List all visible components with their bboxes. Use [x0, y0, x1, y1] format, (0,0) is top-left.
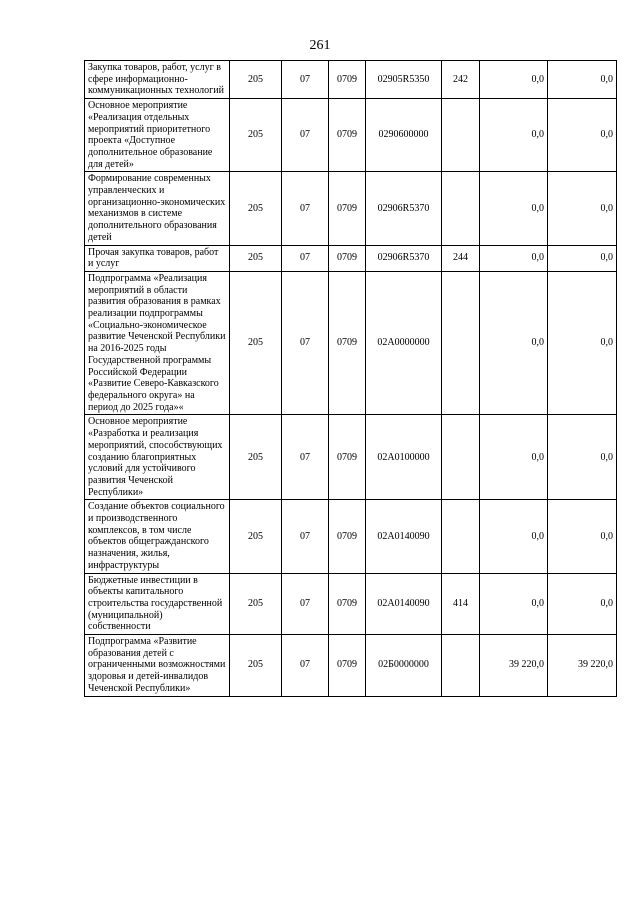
row-rz-cell: 07: [282, 271, 329, 414]
row-name-cell: Закупка товаров, работ, услуг в сфере информационно-коммуникационных технологий: [85, 61, 230, 99]
row-vr-cell: 242: [442, 61, 480, 99]
page-number: 261: [309, 38, 331, 53]
row-gr-cell: 205: [230, 573, 282, 635]
row-pr-cell: 0709: [329, 500, 366, 573]
row-name-cell: Подпрограмма «Развитие образования детей с ограниченными возможностями здоровья и детей-инвалидов Чеченской Республики»: [85, 635, 230, 697]
row-name-cell: Основное мероприятие «Разработка и реализация мероприятий, способствующих созданию благоприятных условий для устойчивого развития Чеченской Республики»: [85, 415, 230, 500]
row-pr-cell: 0709: [329, 172, 366, 245]
row-rz-cell: 07: [282, 99, 329, 172]
row-sum2-cell: 0,0: [548, 500, 617, 573]
row-pr-cell: 0709: [329, 573, 366, 635]
table-row: [85, 245, 617, 271]
row-sum1-cell: 0,0: [480, 61, 548, 99]
row-name-cell: Бюджетные инвестиции в объекты капитального строительства государственной (муниципальной) собственности: [85, 573, 230, 635]
row-name-cell: Прочая закупка товаров, работ и услуг: [85, 245, 230, 271]
row-sum2-cell: 0,0: [548, 172, 617, 245]
row-rz-cell: 07: [282, 245, 329, 271]
row-sum1-cell: 0,0: [480, 172, 548, 245]
budget-table: [84, 60, 617, 697]
row-rz-cell: 07: [282, 172, 329, 245]
row-sum1-cell: 0,0: [480, 271, 548, 414]
row-pr-cell: 0709: [329, 635, 366, 697]
row-csr-cell: 02А0000000: [366, 271, 442, 414]
row-sum1-cell: 0,0: [480, 415, 548, 500]
row-pr-cell: 0709: [329, 245, 366, 271]
table-row: [85, 172, 617, 245]
row-sum1-cell: 39 220,0: [480, 635, 548, 697]
row-pr-cell: 0709: [329, 415, 366, 500]
row-pr-cell: 0709: [329, 61, 366, 99]
row-vr-cell: [442, 271, 480, 414]
table-row: [85, 573, 617, 635]
row-gr-cell: 205: [230, 271, 282, 414]
row-csr-cell: 02905R5350: [366, 61, 442, 99]
table-row: [85, 99, 617, 172]
row-sum2-cell: 0,0: [548, 415, 617, 500]
row-gr-cell: 205: [230, 415, 282, 500]
row-sum2-cell: 0,0: [548, 271, 617, 414]
row-sum1-cell: 0,0: [480, 573, 548, 635]
row-sum2-cell: 0,0: [548, 573, 617, 635]
row-name-cell: Подпрограмма «Реализация мероприятий в области развития образования в рамках реализации подпрограммы «Социально-экономическое развитие Чеченской Республики на 2016-2025 годы Государственной программы Российской Федерации «Развитие Северо-Кавказского федерального округа» на период до 2025 года»«: [85, 271, 230, 414]
row-sum2-cell: 39 220,0: [548, 635, 617, 697]
table-row: [85, 415, 617, 500]
table-row: [85, 61, 617, 99]
table-row: [85, 635, 617, 697]
row-sum2-cell: 0,0: [548, 245, 617, 271]
row-rz-cell: 07: [282, 415, 329, 500]
row-vr-cell: 414: [442, 573, 480, 635]
row-pr-cell: 0709: [329, 99, 366, 172]
row-sum1-cell: 0,0: [480, 99, 548, 172]
row-rz-cell: 07: [282, 500, 329, 573]
row-vr-cell: [442, 415, 480, 500]
row-vr-cell: 244: [442, 245, 480, 271]
row-name-cell: Создание объектов социального и производственного комплексов, в том числе объектов общегражданского назначения, жилья, инфраструктуры: [85, 500, 230, 573]
row-sum1-cell: 0,0: [480, 500, 548, 573]
row-csr-cell: 02Б0000000: [366, 635, 442, 697]
row-csr-cell: 02А0140090: [366, 500, 442, 573]
row-csr-cell: 02906R5370: [366, 172, 442, 245]
row-vr-cell: [442, 99, 480, 172]
row-sum2-cell: 0,0: [548, 99, 617, 172]
row-gr-cell: 205: [230, 635, 282, 697]
row-sum2-cell: 0,0: [548, 61, 617, 99]
row-vr-cell: [442, 635, 480, 697]
row-gr-cell: 205: [230, 500, 282, 573]
row-gr-cell: 205: [230, 99, 282, 172]
row-sum1-cell: 0,0: [480, 245, 548, 271]
row-name-cell: Формирование современных управленческих и организационно-экономических механизмов в системе дополнительного образования детей: [85, 172, 230, 245]
row-rz-cell: 07: [282, 61, 329, 99]
table-row: [85, 500, 617, 573]
row-csr-cell: 0290600000: [366, 99, 442, 172]
row-gr-cell: 205: [230, 61, 282, 99]
row-csr-cell: 02А0140090: [366, 573, 442, 635]
row-vr-cell: [442, 172, 480, 245]
row-rz-cell: 07: [282, 573, 329, 635]
table-row: [85, 271, 617, 414]
row-csr-cell: 02906R5370: [366, 245, 442, 271]
row-name-cell: Основное мероприятие «Реализация отдельных мероприятий приоритетного проекта «Доступное дополнительное образование для детей»: [85, 99, 230, 172]
row-pr-cell: 0709: [329, 271, 366, 414]
row-vr-cell: [442, 500, 480, 573]
row-csr-cell: 02А0100000: [366, 415, 442, 500]
row-gr-cell: 205: [230, 245, 282, 271]
row-rz-cell: 07: [282, 635, 329, 697]
row-gr-cell: 205: [230, 172, 282, 245]
